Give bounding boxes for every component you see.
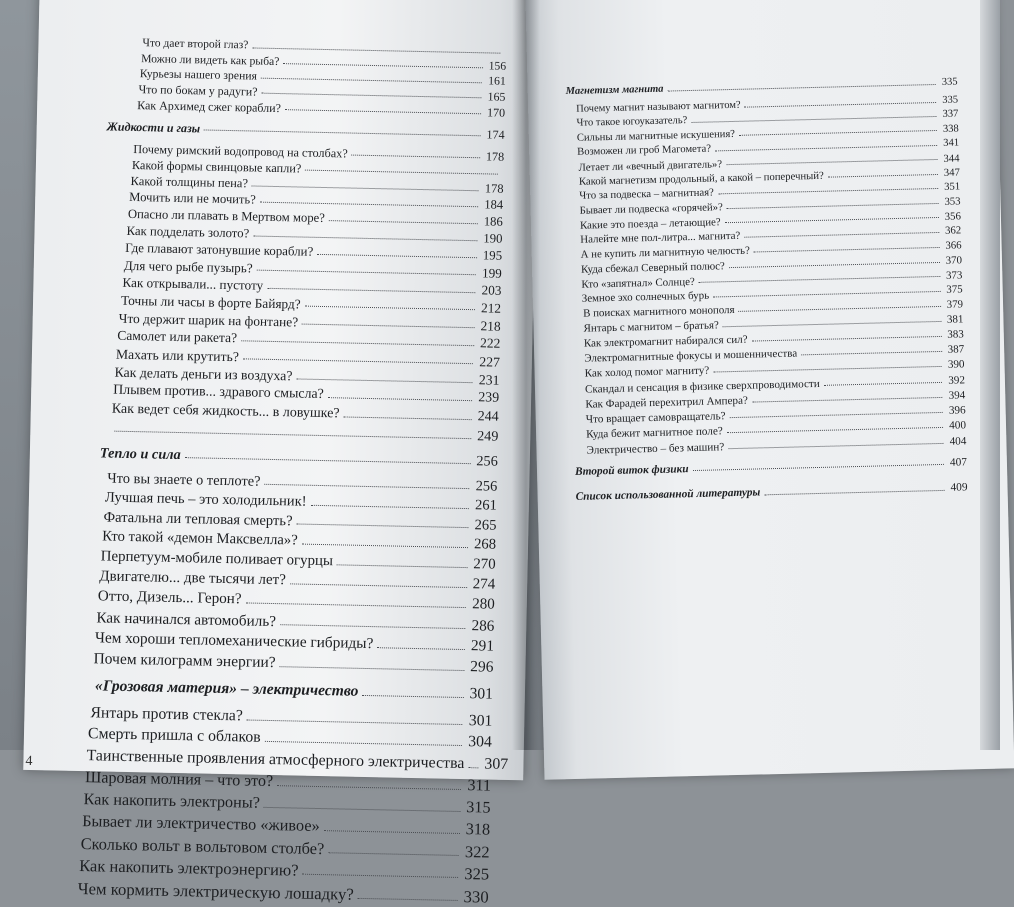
dot-leader: [305, 170, 498, 175]
toc-page-number: 170: [481, 106, 505, 118]
dot-leader: [745, 102, 937, 108]
dot-leader: [725, 217, 939, 223]
toc-entry-title: Бывает ли подвеска «горячей»?: [580, 202, 727, 216]
page-edges: [980, 0, 1000, 750]
toc-entry-title: Куда сбежал Северный полюс?: [581, 261, 729, 276]
toc-entry-title: Электричество – без машин?: [586, 442, 728, 457]
dot-leader: [261, 78, 482, 84]
dot-leader: [302, 324, 474, 329]
toc-entry-title: Как накопить электроэнергию?: [79, 858, 303, 879]
toc-entry-title: Какой толщины пена?: [130, 175, 252, 190]
toc-page-number: 244: [472, 410, 499, 425]
toc-entry-title: Налейте мне пол-литра... магнита?: [580, 231, 744, 246]
toc-entry-title: Земное эхо солнечных бурь: [582, 291, 714, 305]
toc-entry: [86, 748, 491, 772]
toc-page-number: 270: [467, 557, 496, 572]
toc-entry-title: Двигателю... две тысячи лет?: [99, 569, 290, 588]
toc-page-number: 261: [469, 498, 497, 513]
dot-leader: [329, 220, 478, 224]
toc-section-heading: [100, 446, 498, 469]
toc-page-number: 338: [937, 124, 959, 135]
toc-entry-title: Как накопить электроны?: [83, 791, 264, 811]
dot-leader: [377, 647, 465, 650]
toc-page-number: 353: [938, 196, 960, 207]
dot-leader: [290, 583, 467, 588]
toc-page-number: 304: [462, 734, 492, 750]
dot-leader: [317, 254, 477, 258]
toc-entry-title: Магнетизм магнита: [566, 85, 668, 98]
left-book-page: [23, 0, 540, 780]
toc-entry-title: Второй виток физики: [575, 464, 693, 478]
toc-page-number: 256: [470, 454, 498, 469]
book-gutter-shadow: [512, 0, 540, 750]
dot-leader: [283, 63, 482, 68]
toc-page-number: 268: [468, 537, 496, 552]
dot-leader: [729, 262, 940, 268]
dot-leader: [358, 898, 458, 901]
toc-page-number: 362: [939, 226, 961, 237]
dot-leader: [667, 83, 935, 91]
dot-leader: [352, 154, 480, 158]
toc-page-number: 156: [483, 60, 507, 72]
dot-leader: [328, 852, 459, 856]
toc-entry: [112, 402, 499, 424]
toc-page-number: 161: [482, 75, 506, 87]
right-book-page: [525, 0, 1014, 780]
dot-leader: [280, 666, 465, 671]
toc-page-number: 335: [936, 96, 958, 107]
toc-section-heading: [95, 678, 493, 702]
toc-page-number: 379: [941, 300, 964, 311]
dot-leader: [727, 203, 939, 209]
toc-page-number: 265: [468, 518, 496, 533]
dot-leader: [828, 174, 938, 178]
toc-page-number: 307: [478, 756, 508, 773]
dot-leader: [764, 490, 944, 495]
dot-leader: [241, 340, 474, 346]
toc-page-number: 178: [480, 150, 505, 163]
toc-page-number: 392: [942, 375, 965, 387]
toc-entry-title: Какой магнетизм продольный, а какой – поперечный?: [579, 171, 828, 188]
toc-entry: [79, 858, 489, 883]
toc-page-number: 239: [472, 391, 499, 405]
toc-page-number: 174: [480, 128, 504, 141]
toc-page-number: 256: [470, 479, 498, 494]
dot-leader: [296, 524, 468, 529]
toc-entry-title: Можно ли видеть как рыба?: [141, 53, 283, 68]
toc-page-number: 325: [458, 866, 489, 883]
toc-entry-title: Шаровая молния – что это?: [85, 770, 277, 790]
dot-leader: [691, 116, 936, 123]
dot-leader: [302, 543, 468, 547]
toc-page-number: 165: [481, 91, 505, 103]
dot-leader: [252, 47, 500, 53]
dot-leader: [310, 504, 469, 508]
toc-entry-title: Сильны ли магнитные искушения?: [577, 130, 739, 145]
toc-page-number: 341: [937, 139, 959, 150]
toc-entry-title: Отто, Дизель... Герон?: [98, 590, 246, 608]
dot-leader: [257, 270, 477, 276]
toc-section-heading: [107, 120, 505, 140]
toc-page-number: 301: [463, 686, 493, 702]
dot-leader: [277, 785, 461, 790]
toc-entry-title: Бывает ли электричество «живое»: [82, 813, 324, 834]
dot-leader: [114, 430, 471, 438]
dot-leader: [243, 359, 473, 365]
toc-entry-title: Как подделать золото?: [126, 225, 253, 240]
toc-entry-title: Что такое югоуказатель?: [576, 116, 691, 129]
dot-leader: [252, 185, 479, 191]
toc-entry-title: Чем кормить электрическую лошадку?: [78, 881, 358, 904]
toc-page-number: 212: [475, 301, 501, 315]
dot-leader: [752, 397, 943, 403]
dot-leader: [739, 130, 937, 136]
dot-leader: [324, 830, 460, 834]
toc-page-number: 184: [478, 199, 503, 212]
toc-page-number: 291: [465, 638, 494, 654]
toc-page-number: 409: [944, 483, 967, 495]
toc-page-number: 400: [943, 421, 966, 433]
dot-leader: [713, 291, 940, 298]
toc-page-number: 370: [940, 255, 963, 266]
toc-entry: [110, 421, 498, 443]
dot-leader: [264, 806, 460, 811]
left-table-of-contents: [23, 0, 540, 780]
toc-entry-title: Что дает второй глаз?: [142, 38, 252, 52]
toc-page-number: 227: [473, 355, 500, 369]
toc-page-number: 280: [466, 597, 495, 613]
toc-page-number: 311: [461, 778, 491, 795]
toc-entry-title: Янтарь с магнитом – братья?: [583, 320, 723, 334]
toc-entry: [137, 99, 505, 119]
toc-page-number: 404: [943, 436, 966, 448]
toc-page-number: 356: [939, 211, 961, 222]
dot-leader: [362, 694, 463, 697]
toc-page-number: 330: [457, 888, 488, 905]
dot-leader: [204, 129, 480, 136]
toc-page-number: 296: [464, 659, 494, 675]
toc-entry-title: Тепло и сила: [100, 446, 185, 462]
toc-page-number: 286: [465, 618, 494, 634]
toc-page-number: 249: [471, 429, 498, 444]
toc-page-number: 387: [942, 345, 965, 357]
dot-leader: [728, 443, 943, 449]
dot-leader: [260, 202, 479, 208]
toc-entry-title: Возможен ли гроб Магомета?: [577, 145, 715, 159]
toc-entry-title: Как открывали... пустоту: [122, 276, 267, 292]
toc-entry-title: Почему магнит называют магнитом?: [576, 101, 745, 116]
page-number: 4: [25, 754, 32, 770]
toc-page-number: 383: [941, 330, 964, 342]
toc-page-number: 195: [477, 249, 503, 262]
toc-entry-title: Кто такой «демон Максвелла»?: [102, 530, 302, 549]
toc-page-number: 337: [936, 110, 958, 121]
toc-entry-title: Что держит шарик на фонтане?: [119, 311, 303, 328]
toc-page-number: 335: [936, 77, 958, 88]
toc-entry-title: Почему римский водопровод на столбах?: [133, 143, 352, 160]
dot-leader: [693, 464, 944, 471]
toc-entry-title: Скандал и сенсация в физике сверхпроводимости: [585, 378, 824, 395]
toc-entry: [90, 705, 492, 729]
toc-entry-title: Сколько вольт в вольтовом столбе?: [81, 836, 329, 858]
dot-leader: [328, 397, 473, 401]
toc-entry-title: Как холод помог магниту?: [585, 366, 714, 380]
dot-leader: [718, 188, 938, 194]
toc-entry: [85, 770, 491, 795]
toc-page-number: 351: [938, 182, 960, 193]
toc-entry-title: Что по бокам у радуги?: [138, 84, 261, 98]
dot-leader: [267, 287, 475, 292]
toc-entry-title: Опасно ли плавать в Мертвом море?: [128, 208, 329, 225]
dot-leader: [261, 93, 481, 99]
toc-entry-title: Чем хороши тепломеханические гибриды?: [95, 631, 378, 652]
toc-entry-title: Таинственные проявления атмосферного электричества: [86, 748, 468, 772]
toc-entry-title: Точны ли часы в форте Байярд?: [121, 294, 305, 311]
dot-leader: [699, 276, 940, 283]
toc-entry-title: Список использованной литературы: [576, 488, 765, 504]
toc-page-number: 203: [475, 284, 501, 298]
dot-leader: [245, 603, 466, 609]
toc-page-number: 344: [937, 153, 959, 164]
toc-page-number: 186: [478, 215, 503, 228]
toc-entry-title: Куда бежит магнитное поле?: [586, 426, 727, 441]
toc-page-number: 178: [479, 182, 504, 195]
dot-leader: [280, 624, 466, 629]
toc-entry: [88, 727, 492, 751]
toc-entry-title: Как начинался автомобиль?: [96, 610, 280, 629]
dot-leader: [285, 109, 481, 114]
toc-entry-title: Плывем против... здравого смысла?: [113, 384, 328, 402]
toc-entry-title: Что вращает самовращатель?: [586, 411, 730, 426]
toc-entry-title: Перпетуум-мобиле поливает огурцы: [101, 549, 338, 569]
dot-leader: [247, 719, 463, 725]
toc-entry-title: Лучшая печь – это холодильник!: [105, 490, 311, 509]
dot-leader: [302, 874, 458, 878]
toc-entry-title: Как Фарадей перехитрил Ампера?: [585, 395, 752, 410]
dot-leader: [264, 484, 469, 489]
dot-leader: [265, 741, 463, 746]
toc-page-number: 199: [476, 266, 502, 280]
toc-entry: [93, 651, 493, 675]
toc-entry-title: Мочить или не мочить?: [129, 191, 260, 206]
toc-entry-title: Курьезы нашего зрения: [140, 68, 261, 82]
dot-leader: [824, 382, 943, 386]
toc-page-number: 315: [460, 799, 491, 816]
dot-leader: [305, 306, 475, 311]
toc-page-number: 396: [943, 405, 966, 417]
toc-page-number: 381: [941, 315, 964, 327]
toc-entry: [98, 590, 495, 613]
toc-entry-title: Махать или крутить?: [116, 347, 243, 363]
toc-section-heading: [575, 457, 967, 478]
toc-page-number: 375: [940, 285, 963, 296]
toc-section-heading: [566, 77, 958, 97]
toc-entry-title: А не купить ли магнитную челюсть?: [581, 245, 754, 260]
toc-entry-title: В поисках магнитного монополя: [583, 305, 739, 320]
toc-page-number: 394: [943, 390, 966, 402]
toc-page-number: 322: [459, 844, 490, 861]
dot-leader: [723, 321, 941, 327]
dot-leader: [730, 412, 943, 418]
right-table-of-contents: [525, 0, 1014, 780]
dot-leader: [253, 235, 477, 241]
dot-leader: [752, 336, 942, 342]
toc-entry-title: Как делать деньги из воздуха?: [114, 365, 296, 383]
dot-leader: [801, 351, 942, 355]
dot-leader: [726, 159, 937, 165]
toc-page-number: 373: [940, 270, 963, 281]
toc-page-number: 347: [938, 167, 960, 178]
toc-page-number: 274: [467, 577, 496, 593]
toc-entry-title: Почем килограмм энергии?: [93, 651, 279, 670]
toc-page-number: 390: [942, 360, 965, 372]
toc-page-number: 301: [463, 713, 493, 729]
toc-entry-title: Какие это поезда – летающие?: [580, 217, 725, 231]
toc-entry-title: Кто «запятнал» Солнце?: [581, 276, 699, 290]
toc-entry-title: Какой формы свинцовые капли?: [132, 159, 306, 175]
dot-leader: [185, 457, 471, 464]
dot-leader: [468, 767, 478, 768]
toc-entry-title: «Грозовая материя» – электричество: [95, 678, 363, 699]
toc-entry-title: Где плавают затонувшие корабли?: [125, 242, 317, 259]
toc-page-number: 190: [477, 232, 502, 245]
toc-entry-title: Для чего рыбе пузырь?: [124, 259, 257, 275]
dot-leader: [713, 366, 942, 373]
toc-entry-title: Жидкости и газы: [107, 120, 205, 134]
toc-entry-title: Что вы знаете о теплоте?: [107, 471, 264, 489]
toc-page-number: 366: [939, 240, 961, 251]
dot-leader: [744, 232, 939, 238]
dot-leader: [727, 427, 943, 433]
toc-entry-title: Что за подвеска – магнитная?: [579, 188, 718, 202]
toc-entry-title: Янтарь против стекла?: [90, 705, 247, 724]
dot-leader: [739, 306, 941, 312]
toc-entry-title: Фатальна ли тепловая смерть?: [103, 510, 296, 529]
toc-entry-title: Летает ли «вечный двигатель»?: [578, 159, 726, 173]
dot-leader: [337, 564, 467, 568]
dot-leader: [754, 247, 940, 253]
toc-page-number: 407: [944, 457, 967, 469]
toc-section-heading: [576, 483, 968, 504]
toc-page-number: 222: [474, 337, 501, 351]
toc-entry-title: Самолет или ракета?: [117, 329, 241, 345]
toc-entry-title: Электромагнитные фокусы и мошенничества: [584, 349, 801, 365]
toc-entry: [78, 881, 489, 906]
dot-leader: [715, 145, 937, 151]
toc-entry-title: Как Архимед сжег корабли?: [137, 99, 285, 114]
toc-page-number: 318: [459, 821, 490, 838]
toc-entry-title: Как ведет себя жидкость... в ловушке?: [112, 402, 344, 421]
toc-entry-title: Смерть пришла с облаков: [88, 727, 265, 746]
dot-leader: [296, 378, 472, 383]
toc-entry-title: Как электромагнит набирался сил?: [584, 335, 752, 350]
toc-page-number: 218: [474, 319, 500, 333]
dot-leader: [344, 416, 472, 420]
toc-page-number: 231: [473, 373, 500, 387]
